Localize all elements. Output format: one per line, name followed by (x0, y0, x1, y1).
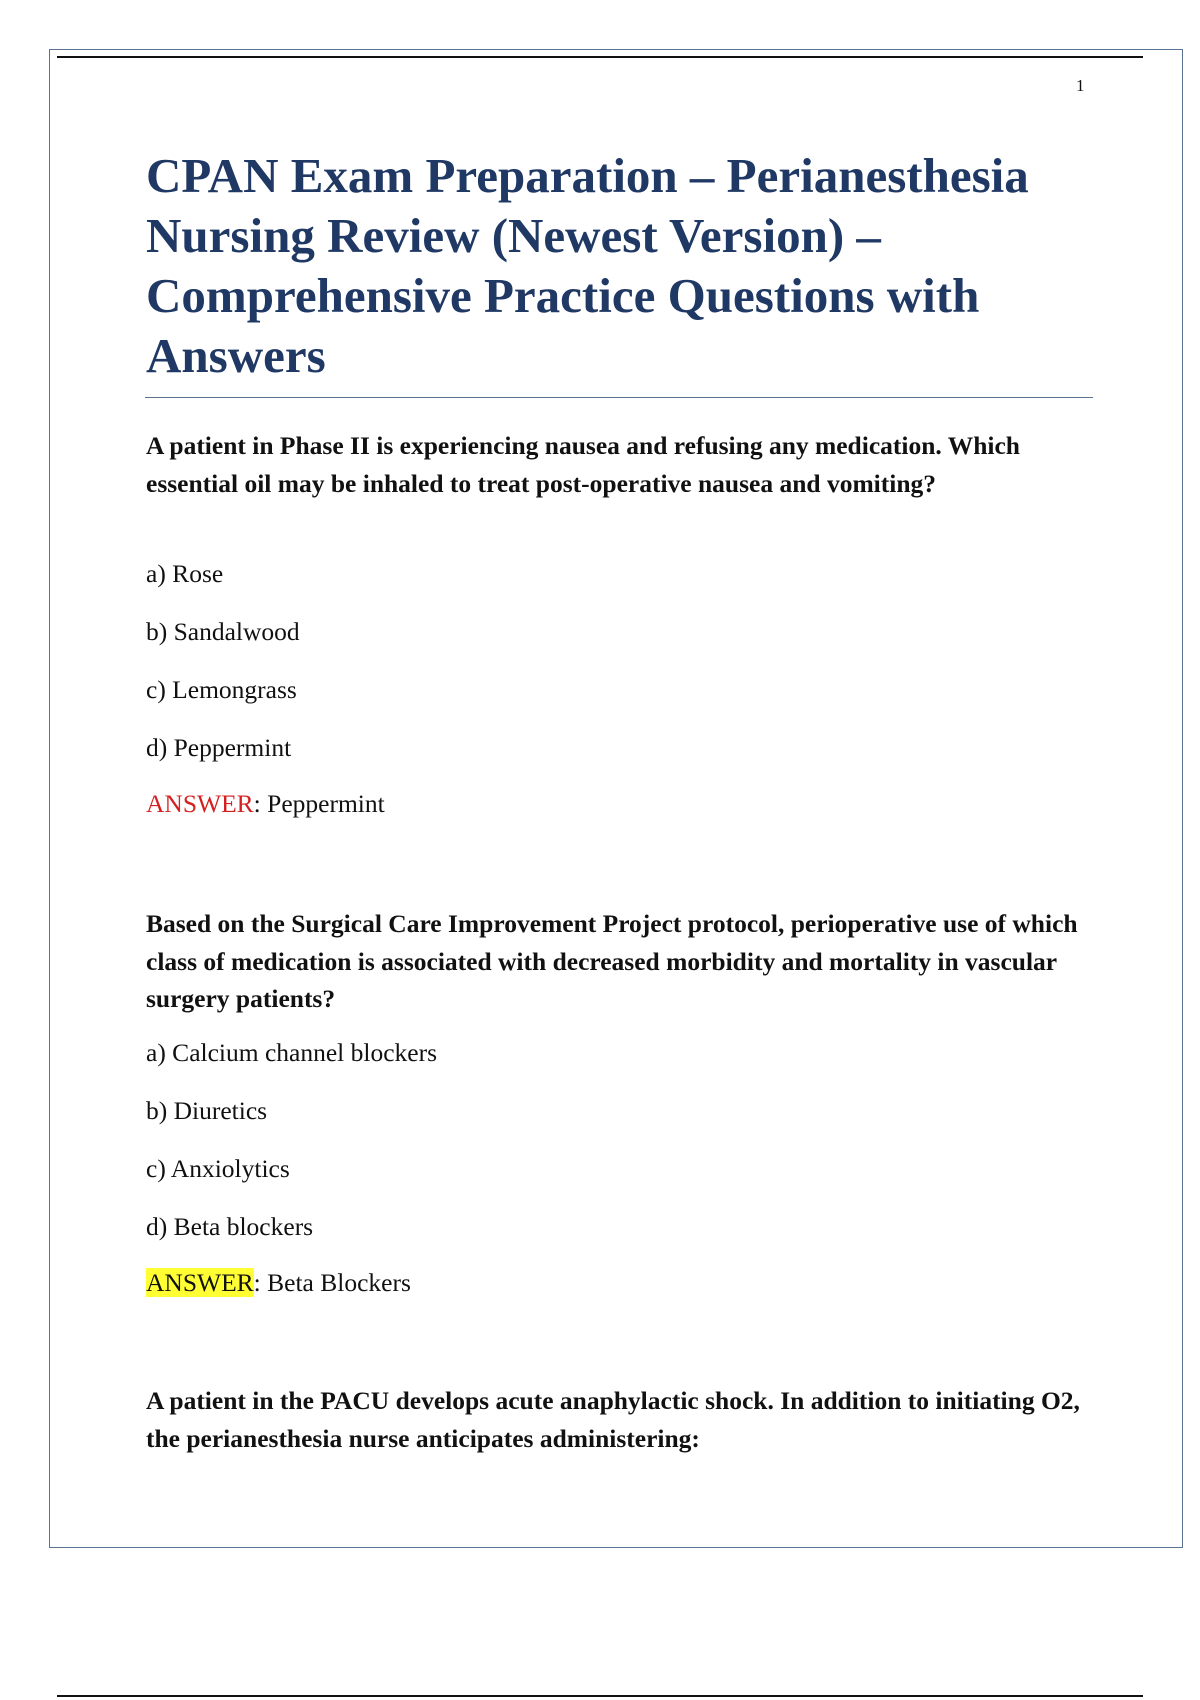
question-1-option-b: b) Sandalwood (146, 617, 300, 646)
answer-separator: : (253, 1268, 261, 1297)
question-1-answer (146, 788, 385, 820)
question-2-option-a: a) Calcium channel blockers (146, 1038, 438, 1067)
question-1-option-d: d) Peppermint (146, 733, 292, 762)
header-rule (57, 56, 1143, 58)
question-3-text: A patient in the PACU develops acute anaphylactic shock. In addition to initiating O2, the perianesthesia nurse anticipates administering: (146, 1386, 1080, 1453)
question-2-option-c: c) Anxiolytics (146, 1154, 290, 1183)
question-1-text: A patient in Phase II is experiencing nausea and refusing any medication. Which essential oil may be inhaled to treat post-operative nausea and vomiting? (146, 431, 1020, 498)
answer-separator: : (253, 789, 261, 818)
answer-label: ANSWER (146, 789, 254, 818)
page-number: 1 (1076, 76, 1085, 95)
title-underline (145, 397, 1093, 398)
answer-value: Beta Blockers (260, 1268, 411, 1297)
question-2-answer (146, 1267, 411, 1299)
question-1-option-c: c) Lemongrass (146, 675, 297, 704)
question-1-option-a: a) Rose (146, 559, 224, 588)
footer-rule (57, 1695, 1143, 1697)
question-2-text: Based on the Surgical Care Improvement Project protocol, perioperative use of which class of medication is associated with decreased morbidity and mortality in vascular surgery patients? (146, 909, 1078, 1013)
question-2-option-d: d) Beta blockers (146, 1212, 314, 1241)
document-title: CPAN Exam Preparation – Perianesthesia Nursing Review (Newest Version) – Comprehensive Practice Questions with Answers (146, 148, 1029, 383)
answer-value: Peppermint (260, 789, 385, 818)
answer-label: ANSWER (146, 1268, 254, 1297)
question-2-option-b: b) Diuretics (146, 1096, 268, 1125)
